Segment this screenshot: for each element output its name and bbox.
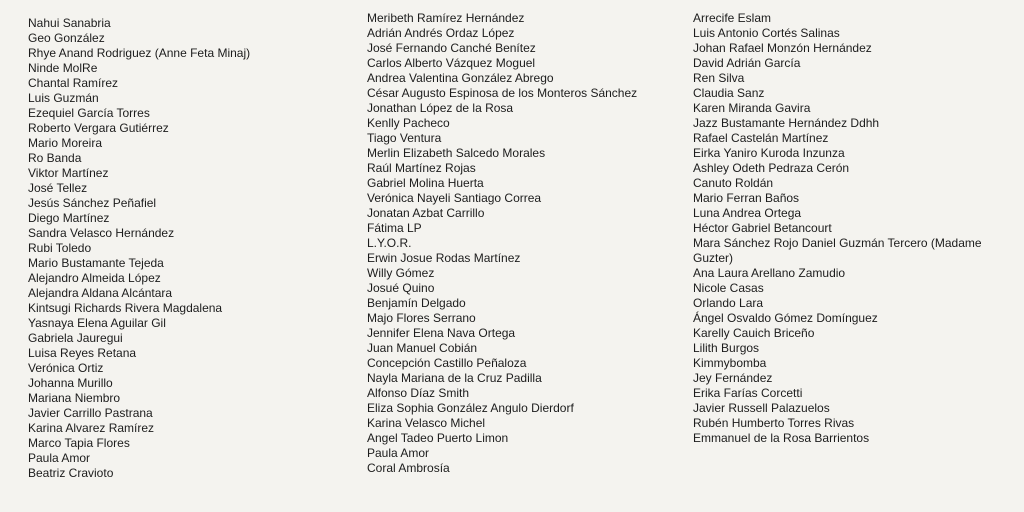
name-item: Jonathan López de la Rosa <box>367 101 514 115</box>
name-item: Ashley Odeth Pedraza Cerón <box>693 161 850 175</box>
name-item: Mario Ferran Baños <box>693 191 800 205</box>
name-item: Karina Alvarez Ramírez <box>28 421 155 435</box>
name-item: Angel Tadeo Puerto Limon <box>367 431 509 445</box>
name-item: José Fernando Canché Benítez <box>367 41 536 55</box>
name-item: Sandra Velasco Hernández <box>28 226 175 240</box>
name-item: Nicole Casas <box>693 281 764 295</box>
name-item: Ana Laura Arellano Zamudio <box>693 266 846 280</box>
name-item: Alejandro Almeida López <box>28 271 161 285</box>
name-item: Erwin Josue Rodas Martínez <box>367 251 521 265</box>
name-item: Karen Miranda Gavira <box>693 101 811 115</box>
name-item: Verónica Nayeli Santiago Correa <box>367 191 542 205</box>
name-item: Karina Velasco Michel <box>367 416 486 430</box>
name-item: Kenlly Pacheco <box>367 116 450 130</box>
name-item: Johan Rafael Monzón Hernández <box>693 41 872 55</box>
names-column-3 <box>693 11 1013 446</box>
name-item: Karelly Cauich Briceño <box>693 326 815 340</box>
name-item: Marco Tapia Flores <box>28 436 130 450</box>
name-item: Ninde MolRe <box>28 61 98 75</box>
names-column-1 <box>28 16 348 481</box>
name-item: Concepción Castillo Peñaloza <box>367 356 527 370</box>
name-item: José Tellez <box>28 181 88 195</box>
name-item: Gabriela Jauregui <box>28 331 123 345</box>
name-item: Willy Gómez <box>367 266 435 280</box>
name-item: David Adrián García <box>693 56 801 70</box>
name-item: Javier Carrillo Pastrana <box>28 406 153 420</box>
name-item: Paula Amor <box>367 446 430 460</box>
name-item: Arrecife Eslam <box>693 11 772 25</box>
name-item: Beatriz Cravioto <box>28 466 114 480</box>
name-item: Alejandra Aldana Alcántara <box>28 286 173 300</box>
name-item: Rubi Toledo <box>28 241 92 255</box>
name-item: Emmanuel de la Rosa Barrientos <box>693 431 870 445</box>
name-item: Rubén Humberto Torres Rivas <box>693 416 855 430</box>
name-item: Eliza Sophia González Angulo Dierdorf <box>367 401 574 415</box>
name-item: Javier Russell Palazuelos <box>693 401 830 415</box>
name-item: Johanna Murillo <box>28 376 113 390</box>
name-item: Gabriel Molina Huerta <box>367 176 484 190</box>
name-item: Jennifer Elena Nava Ortega <box>367 326 516 340</box>
name-item: Luis Antonio Cortés Salinas <box>693 26 840 40</box>
name-item: Mario Bustamante Tejeda <box>28 256 164 270</box>
name-item: Mariana Niembro <box>28 391 121 405</box>
name-item: Majo Flores Serrano <box>367 311 476 325</box>
name-item: Nahui Sanabria <box>28 16 111 30</box>
name-item: Andrea Valentina González Abrego <box>367 71 554 85</box>
name-item: Rafael Castelán Martínez <box>693 131 829 145</box>
name-item: Jazz Bustamante Hernández Ddhh <box>693 116 880 130</box>
name-item: Benjamín Delgado <box>367 296 466 310</box>
name-item: L.Y.O.R. <box>367 236 412 250</box>
name-item: César Augusto Espinosa de los Monteros Sánchez <box>367 86 638 100</box>
name-item: Luisa Reyes Retana <box>28 346 137 360</box>
name-item: Paula Amor <box>28 451 91 465</box>
name-item: Josué Quino <box>367 281 435 295</box>
name-item: Mara Sánchez Rojo Daniel Guzmán Tercero (Madame Guzter) <box>693 236 982 265</box>
name-item: Raúl Martínez Rojas <box>367 161 476 175</box>
name-item: Diego Martínez <box>28 211 110 225</box>
name-item: Claudia Sanz <box>693 86 765 100</box>
name-item: Coral Ambrosía <box>367 461 450 475</box>
name-item: Yasnaya Elena Aguilar Gil <box>28 316 166 330</box>
name-item: Lilith Burgos <box>693 341 760 355</box>
name-item: Fátima LP <box>367 221 422 235</box>
name-item: Ángel Osvaldo Gómez Domínguez <box>693 311 878 325</box>
name-item: Erika Farías Corcetti <box>693 386 803 400</box>
name-item: Luna Andrea Ortega <box>693 206 802 220</box>
name-item: Jonatan Azbat Carrillo <box>367 206 485 220</box>
name-item: Geo González <box>28 31 105 45</box>
name-item: Roberto Vergara Gutiérrez <box>28 121 169 135</box>
name-item: Viktor Martínez <box>28 166 109 180</box>
name-item: Verónica Ortiz <box>28 361 104 375</box>
name-item: Jesús Sánchez Peñafiel <box>28 196 157 210</box>
names-column-2 <box>367 11 687 476</box>
name-item: Alfonso Díaz Smith <box>367 386 470 400</box>
name-item: Canuto Roldán <box>693 176 774 190</box>
name-item: Carlos Alberto Vázquez Moguel <box>367 56 536 70</box>
name-item: Ezequiel García Torres <box>28 106 150 120</box>
name-item: Ro Banda <box>28 151 82 165</box>
name-item: Orlando Lara <box>693 296 764 310</box>
name-item: Kimmybomba <box>693 356 767 370</box>
name-item: Jey Fernández <box>693 371 773 385</box>
name-item: Juan Manuel Cobián <box>367 341 478 355</box>
name-item: Luis Guzmán <box>28 91 99 105</box>
name-item: Rhye Anand Rodriguez (Anne Feta Minaj) <box>28 46 251 60</box>
name-item: Héctor Gabriel Betancourt <box>693 221 832 235</box>
name-item: Ren Silva <box>693 71 745 85</box>
name-item: Tiago Ventura <box>367 131 442 145</box>
name-item: Chantal Ramírez <box>28 76 119 90</box>
name-item: Nayla Mariana de la Cruz Padilla <box>367 371 542 385</box>
name-item: Meribeth Ramírez Hernández <box>367 11 525 25</box>
name-item: Mario Moreira <box>28 136 103 150</box>
name-item: Kintsugi Richards Rivera Magdalena <box>28 301 223 315</box>
name-item: Eirka Yaniro Kuroda Inzunza <box>693 146 845 160</box>
name-item: Adrián Andrés Ordaz López <box>367 26 515 40</box>
name-item: Merlin Elizabeth Salcedo Morales <box>367 146 546 160</box>
